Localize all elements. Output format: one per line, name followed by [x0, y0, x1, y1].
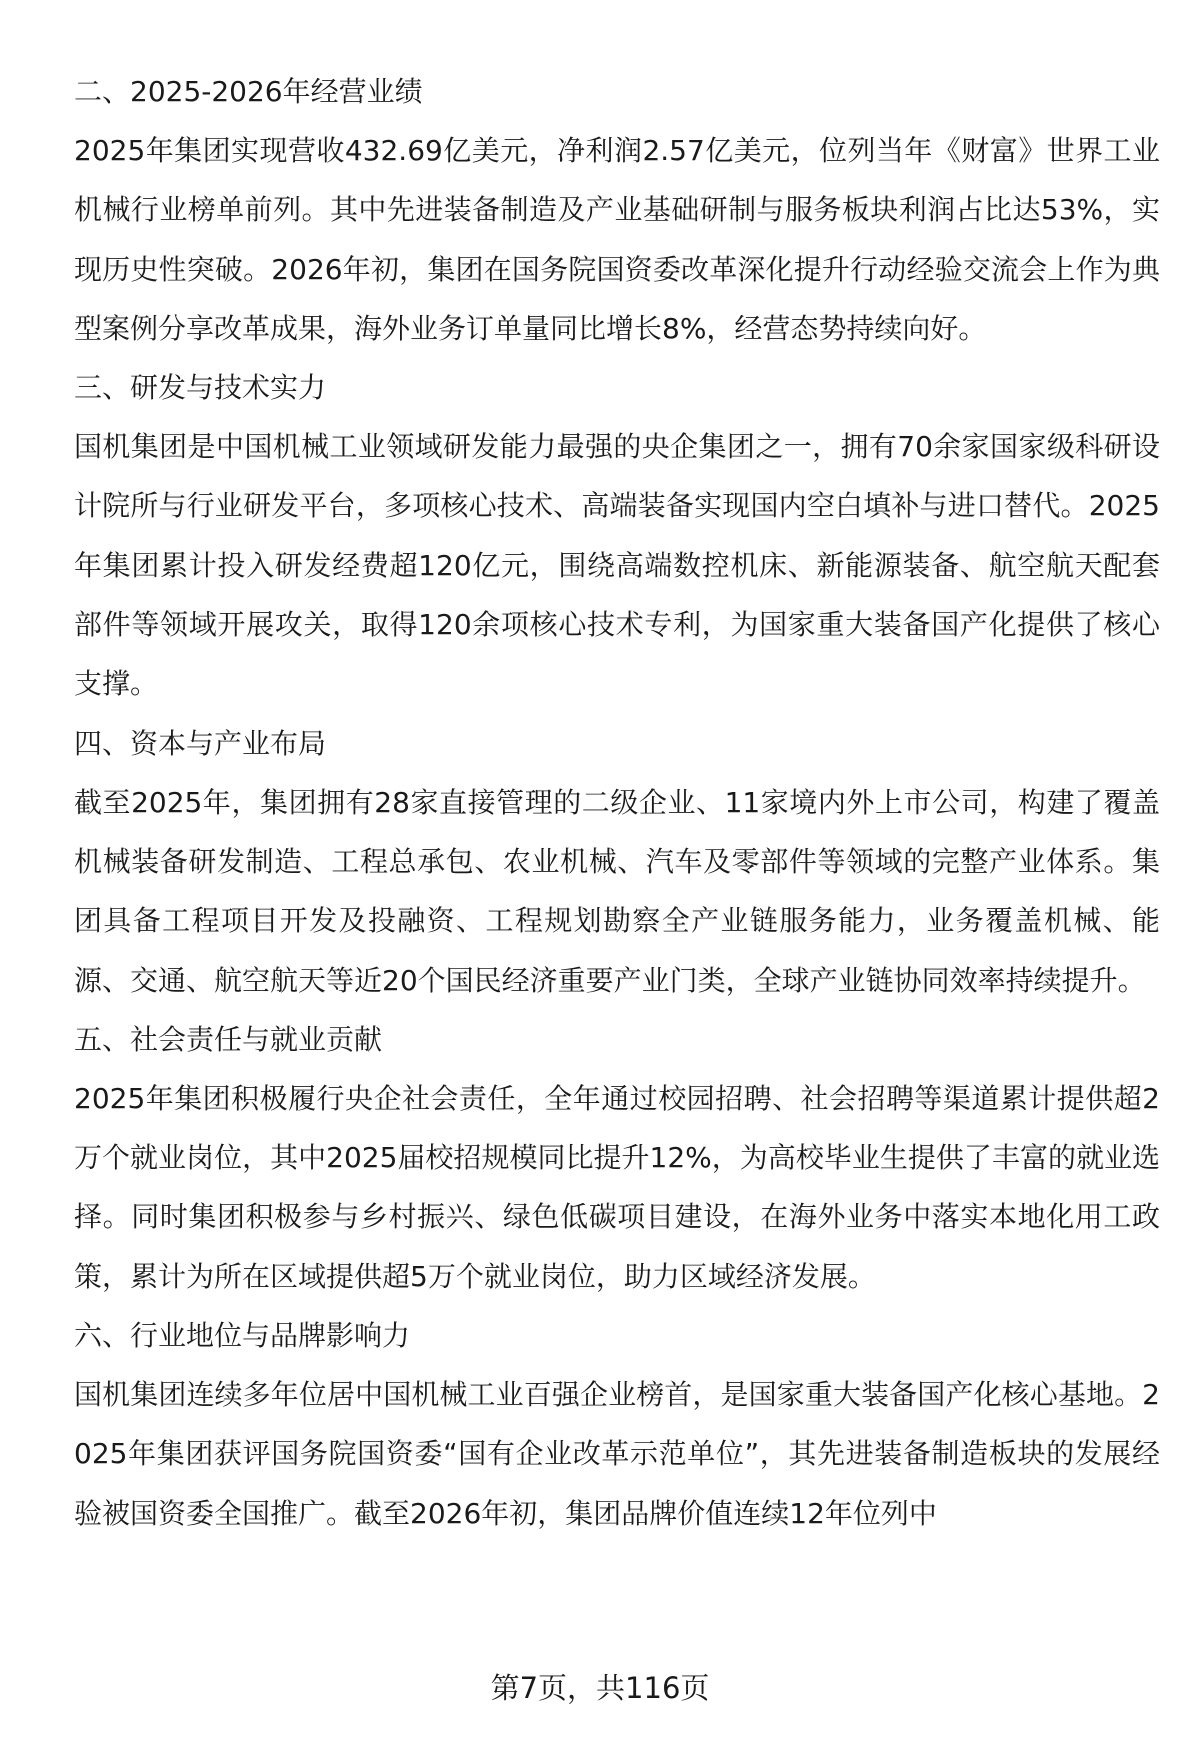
section-paragraph: 国机集团是中国机械工业领域研发能力最强的央企集团之一，拥有70余家国家级科研设计院所与行业研发平台，多项核心技术、高端装备实现国内空白填补与进口替代。2025年集团累计投入研发经费超120亿元，围绕高端数控机床、新能源装备、航空航天配套部件等领域开展攻关，取得120余项核心技术专利，为国家重大装备国产化提供了核心支撑。	[74, 430, 1160, 701]
section-paragraph: 2025年集团实现营收432.69亿美元，净利润2.57亿美元，位列当年《财富》世界工业机械行业榜单前列。其中先进装备制造及产业基础研制与服务板块利润占比达53%，实现历史性突破。2026年初，集团在国务院国资委改革深化提升行动经验交流会上作为典型案例分享改革成果，海外业务订单量同比增长8%，经营态势持续向好。	[74, 134, 1160, 345]
section-paragraph: 国机集团连续多年位居中国机械工业百强企业榜首，是国家重大装备国产化核心基地。2025年集团获评国务院国资委“国有企业改革示范单位”，其先进装备制造板块的发展经验被国资委全国推广。截至2026年初，集团品牌价值连续12年位列中	[74, 1378, 1160, 1530]
section-social-responsibility	[74, 1010, 1160, 1306]
section-industry-position	[74, 1306, 1160, 1543]
document-body	[74, 62, 1160, 1543]
section-capital-industry-layout	[74, 714, 1160, 1010]
section-heading: 二、2025-2026年经营业绩	[74, 75, 423, 108]
section-heading: 六、行业地位与品牌影响力	[74, 1319, 411, 1353]
section-rd-strength	[74, 358, 1160, 713]
section-heading: 三、研发与技术实力	[74, 371, 327, 405]
page-number-footer: 第7页，共116页	[490, 1671, 710, 1705]
section-business-performance	[74, 62, 1160, 358]
section-heading: 四、资本与产业布局	[74, 726, 327, 760]
section-paragraph: 截至2025年，集团拥有28家直接管理的二级企业、11家境内外上市公司，构建了覆盖机械装备研发制造、工程总承包、农业机械、汽车及零部件等领域的完整产业体系。集团具备工程项目开发及投融资、工程规划勘察全产业链服务能力，业务覆盖机械、能源、交通、航空航天等近20个国民经济重要产业门类，全球产业链协同效率持续提升。	[74, 785, 1160, 997]
section-heading: 五、社会责任与就业贡献	[74, 1022, 383, 1056]
section-paragraph: 2025年集团积极履行央企社会责任，全年通过校园招聘、社会招聘等渠道累计提供超2万个就业岗位，其中2025届校招规模同比提升12%，为高校毕业生提供了丰富的就业选择。同时集团积极参与乡村振兴、绿色低碳项目建设，在海外业务中落实本地化用工政策，累计为所在区域提供超5万个就业岗位，助力区域经济发展。	[74, 1081, 1160, 1293]
